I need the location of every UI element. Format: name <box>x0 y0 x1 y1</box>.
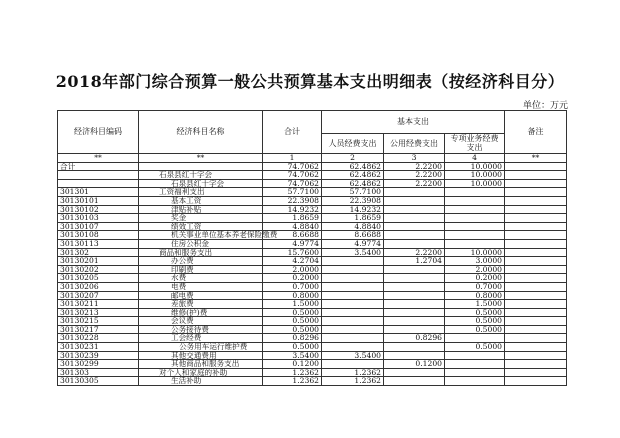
cell-code: 30130207 <box>58 291 139 300</box>
cell-note <box>505 188 567 197</box>
cell-code: 30130228 <box>58 334 139 343</box>
cell-public <box>384 282 445 291</box>
cell-public: 2.2200 <box>384 179 445 188</box>
cell-personnel: 1.2362 <box>322 368 384 377</box>
cell-personnel <box>322 257 384 266</box>
cell-personnel: 62.4862 <box>322 162 384 171</box>
cell-special <box>445 196 505 205</box>
cell-note <box>505 351 567 360</box>
cell-special: 10.0000 <box>445 162 505 171</box>
cell-total: 22.3908 <box>263 196 322 205</box>
report-title: 2018年部门综合预算一般公共预算基本支出明细表（按经济科目分） <box>55 72 565 91</box>
cell-code: 30130107 <box>58 222 139 231</box>
header-personnel: 人员经费支出 <box>322 134 384 154</box>
cell-personnel <box>322 325 384 334</box>
cell-code <box>58 171 139 180</box>
cell-total: 74.7062 <box>263 171 322 180</box>
cell-total: 0.5000 <box>263 317 322 326</box>
table-row <box>58 154 567 163</box>
cell-name: 维修(护)费 <box>139 308 263 317</box>
cell-public <box>384 222 445 231</box>
cell-public <box>384 308 445 317</box>
cell-special: 0.5000 <box>445 308 505 317</box>
cell-special: 10.0000 <box>445 171 505 180</box>
cell-personnel: 1.8659 <box>322 214 384 223</box>
cell-public <box>384 368 445 377</box>
cell-public: 2.2200 <box>384 162 445 171</box>
cell-special: 10.0000 <box>445 179 505 188</box>
cell-name: 工资福利支出 <box>139 188 263 197</box>
cell-personnel: 1.2362 <box>322 377 384 386</box>
cell-name: 石泉县红十字会 <box>139 179 263 188</box>
cell-note <box>505 239 567 248</box>
cell-code: 30130305 <box>58 377 139 386</box>
cell-note <box>505 196 567 205</box>
cell-total: 1.8659 <box>263 214 322 223</box>
cell-code: 30130102 <box>58 205 139 214</box>
cell-name: 绩效工资 <box>139 222 263 231</box>
cell-total: 0.5000 <box>263 308 322 317</box>
cell-public: 2.2200 <box>384 171 445 180</box>
cell-name: 生活补助 <box>139 377 263 386</box>
cell-special: 0.7000 <box>445 282 505 291</box>
cell-personnel: 14.9232 <box>322 205 384 214</box>
cell-note <box>505 231 567 240</box>
cell-total: 0.2000 <box>263 274 322 283</box>
cell-note <box>505 343 567 352</box>
cell-public: 0.8296 <box>384 334 445 343</box>
cell-name: 会议费 <box>139 317 263 326</box>
cell-personnel: 3.5400 <box>322 351 384 360</box>
cell-name: ** <box>139 154 263 163</box>
cell-total: 1.2362 <box>263 377 322 386</box>
cell-name: 公务用车运行维护费 <box>139 343 263 352</box>
header-code: 经济科目编码 <box>58 111 139 154</box>
cell-public: 3 <box>384 154 445 163</box>
cell-personnel: 62.4862 <box>322 179 384 188</box>
header-name: 经济科目名称 <box>139 111 263 154</box>
header-public: 公用经费支出 <box>384 134 445 154</box>
cell-public <box>384 377 445 386</box>
cell-code: 30130113 <box>58 239 139 248</box>
cell-note <box>505 222 567 231</box>
cell-name: 差旅费 <box>139 300 263 309</box>
cell-name: 津贴补贴 <box>139 205 263 214</box>
cell-special: 1.5000 <box>445 300 505 309</box>
cell-special <box>445 368 505 377</box>
cell-public <box>384 231 445 240</box>
cell-public <box>384 317 445 326</box>
table-row <box>58 196 567 205</box>
table-row <box>58 282 567 291</box>
table-row <box>58 214 567 223</box>
cell-name: 公务接待费 <box>139 325 263 334</box>
unit-label: 单位：万元 <box>522 101 568 111</box>
cell-special: 0.5000 <box>445 317 505 326</box>
cell-special: 3.0000 <box>445 257 505 266</box>
cell-total: 74.7062 <box>263 162 322 171</box>
cell-name: 对个人和家庭的补助 <box>139 368 263 377</box>
cell-public <box>384 239 445 248</box>
header-basic: 基本支出 <box>322 111 505 134</box>
cell-public <box>384 343 445 352</box>
table-row <box>58 239 567 248</box>
header-note: 备注 <box>505 111 567 154</box>
cell-public: 1.2704 <box>384 257 445 266</box>
cell-special: 0.5000 <box>445 343 505 352</box>
cell-personnel: 4.9774 <box>322 239 384 248</box>
cell-special <box>445 377 505 386</box>
cell-special: 2.0000 <box>445 265 505 274</box>
cell-total: 4.2704 <box>263 257 322 266</box>
cell-note <box>505 334 567 343</box>
cell-total: 57.7100 <box>263 188 322 197</box>
cell-public <box>384 265 445 274</box>
cell-code: 301302 <box>58 248 139 257</box>
cell-public <box>384 300 445 309</box>
header-total: 合计 <box>263 111 322 154</box>
cell-total: 1.2362 <box>263 368 322 377</box>
cell-public: 0.1200 <box>384 360 445 369</box>
cell-personnel: 3.5400 <box>322 248 384 257</box>
cell-note <box>505 257 567 266</box>
cell-note <box>505 205 567 214</box>
table-row <box>58 300 567 309</box>
cell-public <box>384 205 445 214</box>
cell-name: 商品和服务支出 <box>139 248 263 257</box>
table-row <box>58 377 567 386</box>
cell-total: 0.1200 <box>263 360 322 369</box>
cell-note <box>505 162 567 171</box>
cell-code: 30130202 <box>58 265 139 274</box>
cell-code: 30130213 <box>58 308 139 317</box>
cell-personnel <box>322 317 384 326</box>
cell-code: 30130217 <box>58 325 139 334</box>
cell-name: 水费 <box>139 274 263 283</box>
cell-special <box>445 205 505 214</box>
cell-total: 0.7000 <box>263 282 322 291</box>
cell-personnel <box>322 300 384 309</box>
cell-note <box>505 274 567 283</box>
cell-special <box>445 360 505 369</box>
cell-public: 2.2200 <box>384 248 445 257</box>
header-special: 专项业务经费支出 <box>445 134 505 154</box>
cell-note <box>505 214 567 223</box>
cell-public <box>384 291 445 300</box>
cell-note <box>505 179 567 188</box>
cell-personnel <box>322 291 384 300</box>
cell-name: 邮电费 <box>139 291 263 300</box>
cell-name: 其他交通费用 <box>139 351 263 360</box>
cell-special: 0.8000 <box>445 291 505 300</box>
table-row <box>58 343 567 352</box>
cell-note <box>505 368 567 377</box>
cell-note <box>505 282 567 291</box>
cell-code: 30130299 <box>58 360 139 369</box>
cell-total: 0.5000 <box>263 343 322 352</box>
cell-code: 30130201 <box>58 257 139 266</box>
cell-note: ** <box>505 154 567 163</box>
cell-personnel: 22.3908 <box>322 196 384 205</box>
cell-name: 电费 <box>139 282 263 291</box>
cell-total: 1 <box>263 154 322 163</box>
cell-special <box>445 188 505 197</box>
cell-note <box>505 300 567 309</box>
cell-note <box>505 360 567 369</box>
cell-code: 30130211 <box>58 300 139 309</box>
cell-code: 30130103 <box>58 214 139 223</box>
cell-name: 奖金 <box>139 214 263 223</box>
cell-name: 工会经费 <box>139 334 263 343</box>
cell-code: 30130206 <box>58 282 139 291</box>
cell-personnel: 4.8840 <box>322 222 384 231</box>
cell-personnel <box>322 265 384 274</box>
cell-total: 0.8000 <box>263 291 322 300</box>
cell-total: 0.8296 <box>263 334 322 343</box>
cell-code: 30130108 <box>58 231 139 240</box>
cell-code: 30130205 <box>58 274 139 283</box>
cell-code: 30130101 <box>58 196 139 205</box>
cell-note <box>505 377 567 386</box>
expenditure-table <box>57 110 567 386</box>
cell-note <box>505 171 567 180</box>
cell-total: 2.0000 <box>263 265 322 274</box>
cell-special <box>445 239 505 248</box>
cell-total: 15.7600 <box>263 248 322 257</box>
cell-personnel <box>322 274 384 283</box>
cell-total: 74.7062 <box>263 179 322 188</box>
cell-public <box>384 188 445 197</box>
cell-public <box>384 274 445 283</box>
cell-public <box>384 196 445 205</box>
cell-name: 印刷费 <box>139 265 263 274</box>
cell-personnel: 62.4862 <box>322 171 384 180</box>
cell-special <box>445 214 505 223</box>
cell-total: 8.6688 <box>263 231 322 240</box>
cell-code: 301301 <box>58 188 139 197</box>
cell-total: 4.8840 <box>263 222 322 231</box>
cell-total: 0.5000 <box>263 325 322 334</box>
table-row <box>58 171 567 180</box>
cell-personnel <box>322 334 384 343</box>
cell-personnel: 57.7100 <box>322 188 384 197</box>
cell-note <box>505 325 567 334</box>
cell-special: 0.2000 <box>445 274 505 283</box>
cell-code: 30130231 <box>58 343 139 352</box>
cell-note <box>505 317 567 326</box>
cell-special: 0.5000 <box>445 325 505 334</box>
cell-code: 301303 <box>58 368 139 377</box>
cell-code: 合计 <box>58 162 139 171</box>
cell-special: 4 <box>445 154 505 163</box>
cell-code: 30130215 <box>58 317 139 326</box>
cell-note <box>505 308 567 317</box>
cell-special <box>445 222 505 231</box>
cell-personnel <box>322 308 384 317</box>
cell-name: 办公费 <box>139 257 263 266</box>
cell-personnel: 8.6688 <box>322 231 384 240</box>
cell-special: 10.0000 <box>445 248 505 257</box>
cell-total: 14.9232 <box>263 205 322 214</box>
cell-name: 基本工资 <box>139 196 263 205</box>
cell-name: 石泉县红十字会 <box>139 171 263 180</box>
cell-note <box>505 265 567 274</box>
cell-personnel: 2 <box>322 154 384 163</box>
cell-special <box>445 351 505 360</box>
cell-personnel <box>322 282 384 291</box>
cell-name: 机关事业单位基本养老保险缴费 <box>139 231 263 240</box>
cell-special <box>445 231 505 240</box>
cell-name: 其他商品和服务支出 <box>139 360 263 369</box>
cell-total: 3.5400 <box>263 351 322 360</box>
cell-public <box>384 214 445 223</box>
cell-code: ** <box>58 154 139 163</box>
cell-note <box>505 291 567 300</box>
cell-total: 4.9774 <box>263 239 322 248</box>
table-row <box>58 257 567 266</box>
cell-code: 30130239 <box>58 351 139 360</box>
cell-name: 住房公积金 <box>139 239 263 248</box>
cell-total: 1.5000 <box>263 300 322 309</box>
cell-note <box>505 248 567 257</box>
cell-personnel <box>322 343 384 352</box>
